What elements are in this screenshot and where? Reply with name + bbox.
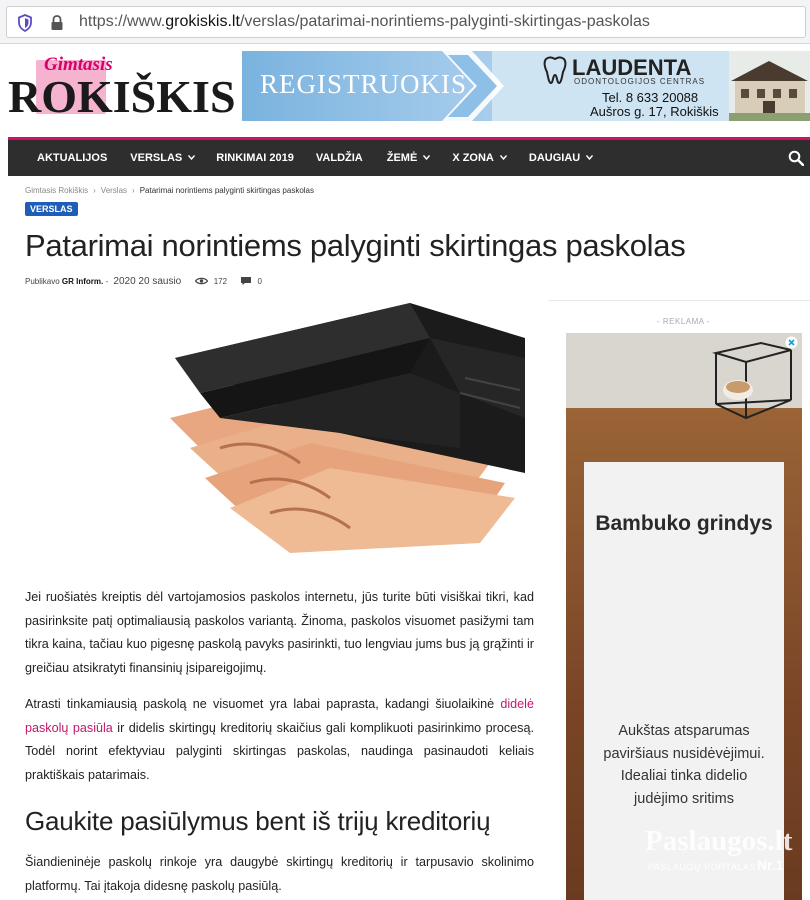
nav-item-daugiau[interactable] bbox=[529, 140, 593, 176]
nav-item-rinkimai[interactable] bbox=[216, 140, 294, 176]
ad-description: Aukštas atsparumas paviršiaus nusidėvėjimui. Idealiai tinka didelio judėjimo sritims bbox=[603, 723, 765, 807]
watermark bbox=[645, 825, 793, 877]
nav-item-label: ŽEMĖ bbox=[386, 152, 418, 164]
views-count: 172 bbox=[213, 277, 228, 286]
shield-icon[interactable] bbox=[17, 14, 33, 32]
url-text[interactable] bbox=[79, 13, 650, 31]
paragraph-text: Atrasti tinkamiausią paskolą ne visuomet yra labai paprasta, kadangi šiuolaikinė bbox=[25, 697, 501, 711]
article-meta bbox=[25, 276, 262, 287]
url-prefix: https://www. bbox=[79, 13, 166, 30]
banner-address: Aušros g. 17, Rokiškis bbox=[590, 104, 719, 119]
nav-item-zeme[interactable] bbox=[387, 140, 431, 176]
nav-item-verslas[interactable] bbox=[130, 140, 195, 176]
nav-item-label: AKTUALIJOS bbox=[37, 152, 108, 164]
tooth-icon bbox=[542, 55, 568, 85]
building-image bbox=[729, 51, 810, 121]
header-banner-ad[interactable] bbox=[242, 51, 810, 121]
breadcrumb bbox=[25, 186, 314, 195]
article-paragraph: Jei ruošiatės kreiptis dėl vartojamosios paskolos internetu, jūs turite būti visiškai tikri, kad pasirinksite patį optimaliausią paskolos variantą. Žinoma, paskolos visuomet pasižymi tam tikra kaina, tačiau kuo pigesnę paskolą pavyks pasirinkti, tuo lengviau jums bus ją grąžinti ir greičiau atsikratyti finansinių įsipareigojimų. bbox=[25, 590, 534, 675]
banner-brand: LAUDENTA bbox=[572, 55, 692, 80]
ad-label: - REKLAMA - bbox=[657, 317, 711, 326]
paragraph-text: ir didelis skirtingų kreditorių skaičius gali komplikuoti pasirinkimo procesą. Todėl norint efektyviau palyginti skirtingas paskolas, naudinga pasinaudoti keliais praktiškais patarimais. bbox=[25, 720, 534, 782]
watermark-title: Paslaugos.lt bbox=[645, 825, 793, 857]
article-image-wallet bbox=[160, 298, 525, 554]
article-subheading: Gaukite pasiūlymus bent iš trijų kreditorių bbox=[25, 806, 491, 836]
author-name[interactable]: GR Inform. bbox=[61, 277, 104, 286]
logo-main-text: ROKIŠKIS bbox=[8, 71, 236, 122]
chevron-down-icon bbox=[500, 155, 507, 160]
browser-toolbar bbox=[0, 0, 810, 44]
comment-icon bbox=[241, 277, 251, 285]
chevron-down-icon bbox=[586, 155, 593, 160]
ad-title: Bambuko grindys bbox=[595, 512, 773, 535]
nav-item-label: VERSLAS bbox=[130, 152, 183, 164]
breadcrumb-current: Patarimai norintiems palyginti skirtingas paskolas bbox=[139, 186, 314, 195]
article-paragraph bbox=[25, 693, 534, 787]
banner-register-text: REGISTRUOKIS bbox=[260, 69, 468, 99]
banner-laudenta bbox=[542, 55, 732, 117]
nav-item-label: DAUGIAU bbox=[528, 152, 581, 164]
breadcrumb-separator: › bbox=[132, 186, 135, 195]
nav-menu bbox=[8, 140, 593, 176]
article-title: Patarimai norintiems palyginti skirtingas paskolas bbox=[25, 228, 686, 263]
sidebar-divider bbox=[548, 300, 810, 301]
comments-count[interactable]: 0 bbox=[257, 277, 262, 286]
watermark-subtitle: PASLAUGŲ PORTALAS bbox=[648, 862, 757, 872]
close-icon[interactable] bbox=[785, 336, 798, 349]
main-navigation bbox=[8, 137, 810, 176]
breadcrumb-section[interactable]: Verslas bbox=[100, 186, 128, 195]
site-logo[interactable] bbox=[8, 52, 236, 122]
wire-cube-image bbox=[706, 338, 796, 424]
banner-brand-sub: ODONTOLOGIJOS CENTRAS bbox=[574, 77, 706, 86]
sidebar-ad[interactable] bbox=[566, 333, 802, 900]
nav-item-x-zona[interactable] bbox=[452, 140, 507, 176]
breadcrumb-home[interactable]: Gimtasis Rokiškis bbox=[25, 186, 89, 195]
url-path: /verslas/patarimai-norintiems-palyginti-skirtingas-paskolas bbox=[239, 13, 650, 30]
chevron-down-icon bbox=[423, 155, 430, 160]
lock-icon[interactable] bbox=[49, 14, 65, 32]
nav-item-aktualijos[interactable] bbox=[37, 140, 107, 176]
url-domain: grokiskis.lt bbox=[165, 13, 240, 30]
loan-offer-link[interactable]: didelė paskolų pasiūla bbox=[25, 697, 534, 735]
search-icon[interactable] bbox=[788, 150, 804, 166]
address-bar[interactable] bbox=[6, 6, 806, 38]
eye-icon bbox=[195, 277, 208, 285]
category-badge[interactable]: VERSLAS bbox=[25, 202, 78, 216]
watermark-number: Nr.1 bbox=[757, 857, 784, 873]
nav-item-label: VALDŽIA bbox=[315, 152, 363, 164]
nav-item-label: X ZONA bbox=[452, 152, 494, 164]
banner-phone: Tel. 8 633 20088 bbox=[602, 90, 699, 105]
arrow-icon bbox=[442, 51, 512, 121]
nav-item-label: RINKIMAI 2019 bbox=[216, 152, 294, 164]
article-paragraph: Šiandieninėje paskolų rinkoje yra daugybė skirtingų kreditorių ir tarpusavio skolinimo platformų. Tai įtakoja didesnę paskolų pasiūlą. bbox=[25, 855, 534, 893]
publish-date: 2020 20 sausio bbox=[113, 276, 182, 287]
logo-top-text: Gimtasis bbox=[44, 54, 113, 75]
nav-item-valdzia[interactable] bbox=[316, 140, 363, 176]
breadcrumb-separator: › bbox=[93, 186, 96, 195]
chevron-down-icon bbox=[188, 155, 195, 160]
date-separator: - bbox=[105, 277, 109, 286]
byline-prefix: Publikavo bbox=[25, 277, 60, 286]
